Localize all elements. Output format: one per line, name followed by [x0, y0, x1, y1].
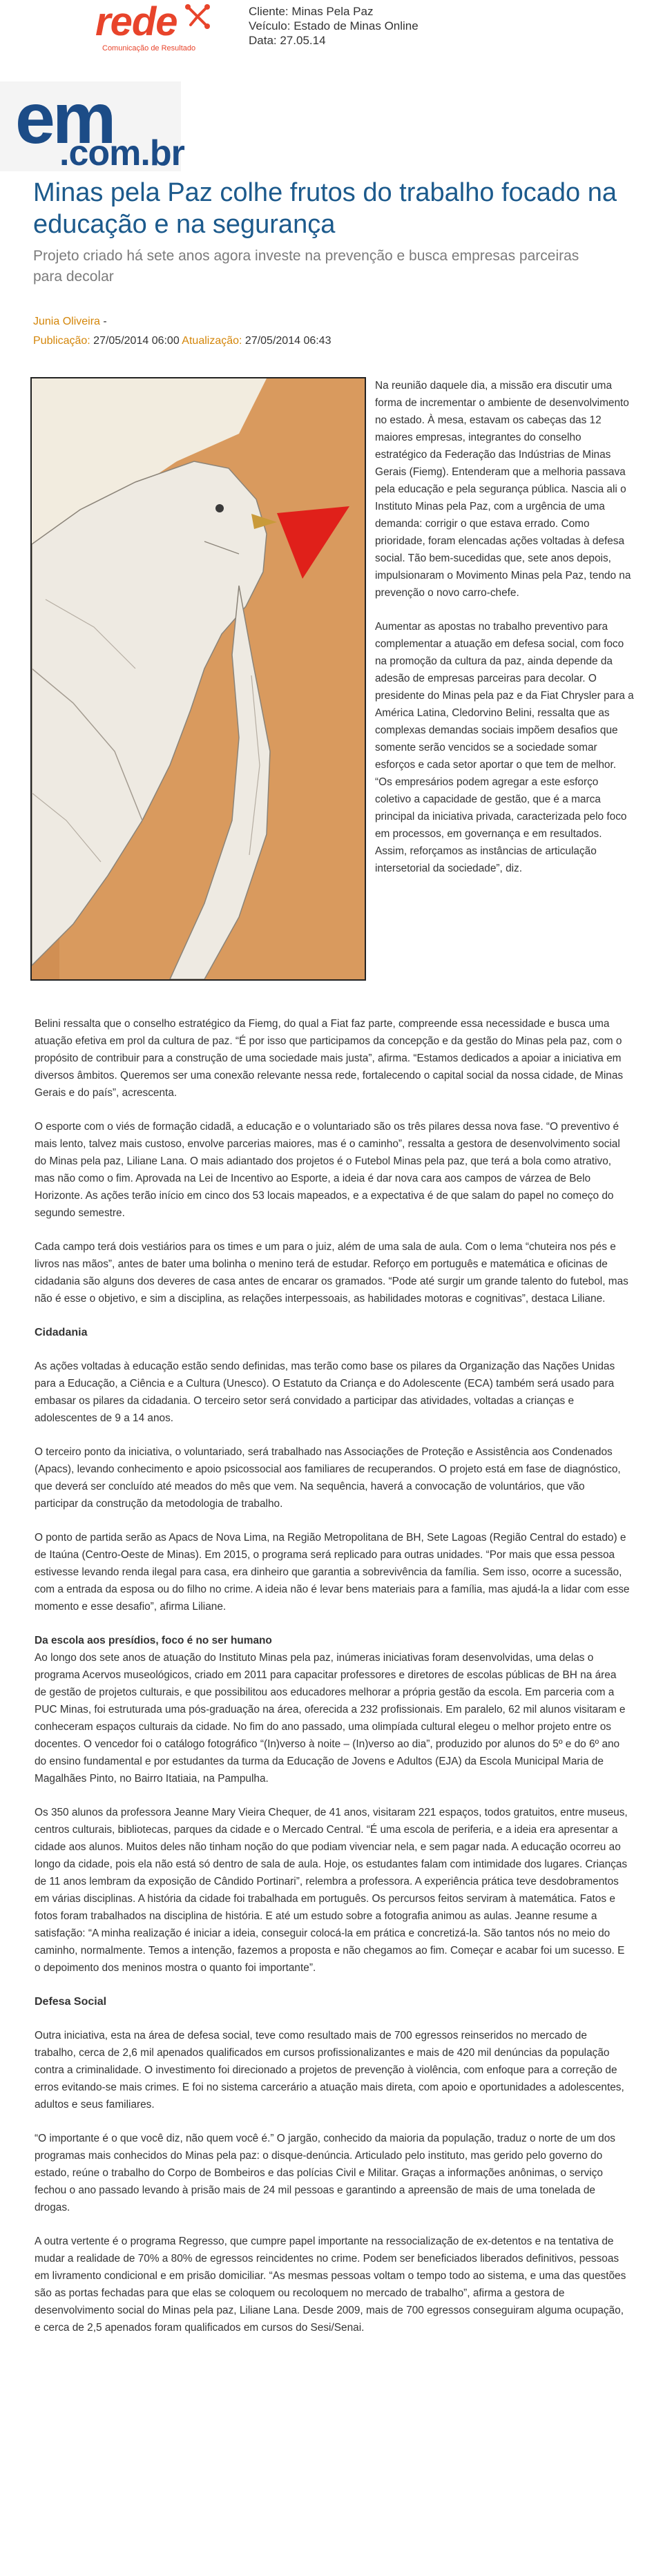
subsection-escola — [35, 1632, 630, 1787]
body-paragraph: Cada campo terá dois vestiários para os times e um para o juiz, além de uma sala de aula. Com o lema “chuteira nos pés e livros nas mãos”, antes de bater uma bolinha o menino terá de estudar. Reforço em português e matemática e oficinas de cidadania são alguns dos deveres de casa antes de encarar os gramados. “Pode até surgir um grande talento do futebol, mas não é esse o objetivo, e sim a disciplina, as relações interpessoais, as habilidades motoras e cognitivas”, destaca Liliane. — [35, 1241, 628, 1305]
article-body — [35, 1015, 630, 2353]
date-line: Data: 27.05.14 — [249, 34, 326, 47]
byline — [33, 312, 331, 351]
clipping-header — [0, 0, 663, 61]
body-paragraph: A outra vertente é o programa Regresso, que cumpre papel importante na ressocialização de ex-detentos e na tentativa de mudar a realidade de 70% a 80% de egressos reincidentes no crime. Podem ser beneficiados liberados definitivos, pessoas em livramento condicional e em prisão domiciliar. “As mesmas pessoas voltam o tempo todo ao sistema, e uma das questões são as portas fechadas para que elas se coloquem ou recoloquem no mercado de trabalho”, afirma a gestora de desenvolvimento social do Minas pela paz, Liliane Lana. Desde 2009, mais de 700 egressos conseguiram alguma ocupação, e cerca de 2,5 apenados foram qualificados em cursos do Sesi/Senai. — [35, 2236, 626, 2334]
article-subtitle: Projeto criado há sete anos agora investe na prevenção e busca empresas parceiras para decolar — [33, 248, 579, 285]
updated-label: Atualização: — [182, 335, 242, 347]
rede-logo-tagline: Comunicação de Resultado — [102, 44, 196, 52]
body-paragraph: O ponto de partida serão as Apacs de Nova Lima, na Região Metropolitana de BH, Sete Lagoas (Região Central do estado) e de Itaúna (Centro-Oeste de Minas). Em 2015, o programa será replicado para outras unidades. “Por mais que essa pessoa estivesse levando renda ilegal para casa, era dinheiro que garantia a sobrevivência da família. Sem isso, ocorre a sucessão, com a entrada da esposa ou do filho no crime. A ideia não é levar bens materiais para a família, mas ajudá-la a lidar com esse momento e esse desafio”, afirma Liliane. — [35, 1532, 630, 1613]
published-value: 27/05/2014 06:00 — [90, 335, 182, 347]
body-paragraph: O esporte com o viés de formação cidadã, a educação e o voluntariado são os três pilares dessa nova fase. “O preventivo é mais lento, talvez mais custoso, envolve parcerias maiores, mas é o caminho”, ressalta a gestora de desenvolvimento social do Minas pela paz, Liliane Lana. O mais adiantado dos projetos é o Futebol Minas pela paz, que terá a bola como atrativo, mas não como o fim. Aprovada na Lei de Incentivo ao Esporte, a ideia é dar nova cara aos campos de várzea de Belo Horizonte. As ações terão início em cinco dos 53 locais mapeados, e a expectativa é de que salam do papel no começo do segundo semestre. — [35, 1121, 620, 1219]
author-separator: - — [99, 316, 107, 327]
body-paragraph: As ações voltadas à educação estão sendo definidas, mas terão como base os pilares da Organização das Nações Unidas para a Educação, a Ciência e a Cultura (Unesco). O Estatuto da Criança e do Adolescente (ECA) também será usado para embasar os pilares da cidadania. O terceiro setor será convidado a participar das atividades, voltadas a crianças e adolescentes de 9 a 14 anos. — [35, 1361, 615, 1424]
site-logo-em: em — [15, 79, 114, 159]
article-title: Minas pela Paz colhe frutos do trabalho focado na educação e na segurança — [33, 178, 617, 239]
body-paragraph: “O importante é o que você diz, não quem você é.” O jargão, conhecido da maioria da população, traduz o norte de um dos programas mais conhecidos do Minas pela paz: o disque-denúncia. Articulado pelo instituto, mas gerido pelo governo do estado, reúne o trabalho do Corpo de Bombeiros e das polícias Civil e Militar. Graças a informações anônimas, o serviço fechou o ano passado levando à prisão mais de 24 mil pessoas e garantindo a apreensão de mais de uma tonelada de drogas. — [35, 2133, 615, 2213]
body-paragraph: O terceiro ponto da iniciativa, o voluntariado, será trabalhado nas Associações de Proteção e Assistência aos Condenados (Apacs), levando conhecimento e apoio psicossocial aos familiares de recuperandos. O projeto está em fase de diagnóstico, que deverá ser concluído até meados do mês que vem. Na sequência, haverá a convocação de voluntários, que vão participar da construção da metodologia de trabalho. — [35, 1446, 621, 1510]
side-paragraph: Na reunião daquele dia, a missão era discutir uma forma de incrementar o ambiente de desenvolvimento no estado. À mesa, estavam os cabeças das 12 maiores empresas, integrantes do conselho estratégico da Federação das Indústrias de Minas Gerais (Fiemg). Entenderam que a melhoria passava pela educação e pela segurança pública. Nascia ali o Instituto Minas pela Paz, com a urgência de uma demanda: corrigir o que estava errado. Como prioridade, foram elencadas ações voltadas à defesa social. Tão bem-sucedidas que, sete anos depois, impulsionaram o Movimento Minas pela Paz, tendo na prevenção o novo carro-chefe. — [375, 380, 631, 599]
site-logo — [0, 79, 184, 173]
side-paragraph: Aumentar as apostas no trabalho preventivo para complementar a atuação em defesa social, com foco na promoção da cultura da paz, ainda depende da adesão de empresas parceiras para decolar. O presidente do Minas pela paz e da Fiat Chrysler para a América Latina, Cledorvino Belini, ressalta que as complexas demandas sociais impõem desafios que somente serão vencidos se a sociedade somar esforços e cada setor aportar o que tem de melhor. “Os empresários podem agregar a este esforço coletivo a capacidade de gestão, que é a marca principal da iniciativa privada, caracterizada pelo foco em processos, em governança e em resultados. Assim, reforçamos as instâncias de articulação intersetorial da sociedade”, diz. — [375, 621, 634, 874]
body-paragraph: Outra iniciativa, esta na área de defesa social, teve como resultado mais de 700 egressos reinseridos no mercado de trabalho, cerca de 2,6 mil apenados qualificados em cursos profissionalizantes e mais de 420 mil denúncias da população contra a criminalidade. O investimento foi direcionado a projetos de prevenção à violência, com enfoque para a correção de erros evitando-se mais crimes. E foi no sistema carcerário a atuação mais direta, com apoio e oportunidades a adolescentes, adultos e seus familiares. — [35, 2030, 624, 2111]
rede-logo-mark-icon — [184, 3, 211, 30]
rede-logo-word: rede — [95, 0, 177, 44]
body-paragraph: Belini ressalta que o conselho estratégico da Fiemg, do qual a Fiat faz parte, compreende essa necessidade e busca uma atuação efetiva em prol da cultura de paz. “É por isso que participamos da concepção e da gestão do Minas pela paz, com o propósito de contribuir para a construção de uma sociedade mais justa”, afirma. “Estamos dedicados a apoiar a iniciativa em diversos âmbitos. Queremos ser uma conexão relevante nessa rede, fortalecendo o capital social da nossa cidade, de Minas Gerais e do país”, acrescenta. — [35, 1018, 624, 1099]
section-heading-cidadania: Cidadania — [35, 1327, 88, 1338]
site-logo-domain: .com.br — [59, 133, 184, 173]
updated-value: 27/05/2014 06:43 — [242, 335, 332, 347]
subsection-heading: Da escola aos presídios, foco é no ser humano — [35, 1635, 272, 1646]
section-heading-defesa-social: Defesa Social — [35, 1996, 107, 2008]
vehicle-line: Veículo: Estado de Minas Online — [249, 19, 419, 32]
body-paragraph: Os 350 alunos da professora Jeanne Mary Vieira Chequer, de 41 anos, visitaram 221 espaços, todos gratuitos, entre museus, centros culturais, bibliotecas, parques da cidade e o Mercado Central. “É uma escola de periferia, e a ideia era apresentar a cidade aos alunos. Muitos deles não tinham noção do que podiam vivenciar nela, e sem pagar nada. A educação ocorreu ao longo da cidade, pois ela não está só dentro de sala de aula. Hoje, os estudantes falam com intimidade dos lugares. Crianças de 11 anos lembram da exposição de Cândido Portinari”, relembra a professora. A experiência prática teve desdobramentos em várias disciplinas. A história da cidade foi trabalhada em português. Os percursos feitos serviram à matemática. Fatos e fotos foram trabalhados na disciplina de história. E até um estudo sobre a fotografia animou as aulas. Jeanne resume a satisfação: “A minha realização é iniciar a ideia, conseguir colocá-la em prática e concretizá-la. São tantos nós no meio do caminho, normalmente. Temos a intenção, fazemos a proposta e não chegamos ao fim. Começar e acabar foi um sucesso. E o depoimento dos meninos mostra o quanto foi importante”. — [35, 1807, 628, 1974]
dove-illustration-icon — [32, 378, 365, 979]
body-paragraph: Ao longo dos sete anos de atuação do Instituto Minas pela paz, inúmeras iniciativas foram desenvolvidas, uma delas o programa Acervos museológicos, criado em 2011 para capacitar professores e diretores de escolas públicas de BH na área de gestão de projetos culturais, e que possibilitou aos educadores melhorar a própria gestão da escola. Em parceria com a PUC Minas, foi estruturada uma pós-graduação na área, oferecida a 232 profissionais. Em paralelo, 62 mil alunos visitaram e conheceram espaços culturais da cidade. No fim do ano passado, uma olimpíada cultural elegeu o melhor projeto entre os docentes. O vencedor foi o catálogo fotográfico “(In)verso à noite – (In)verso ao dia”, produzido por alunos do 5º e do 6º ano do ensino fundamental e por estudantes da turma da Educação de Jovens e Adultos (EJA) da Escola Municipal Maria de Magalhães Pinto, no Bairro Itatiaia, na Pampulha. — [35, 1652, 626, 1785]
author-link[interactable]: Junia Oliveira — [33, 316, 100, 327]
client-line: Cliente: Minas Pela Paz — [249, 5, 374, 18]
published-label: Publicação: — [33, 335, 90, 347]
article-side-column — [375, 377, 636, 894]
client-info — [249, 4, 419, 48]
article-illustration — [30, 377, 366, 981]
rede-logo — [95, 1, 220, 57]
